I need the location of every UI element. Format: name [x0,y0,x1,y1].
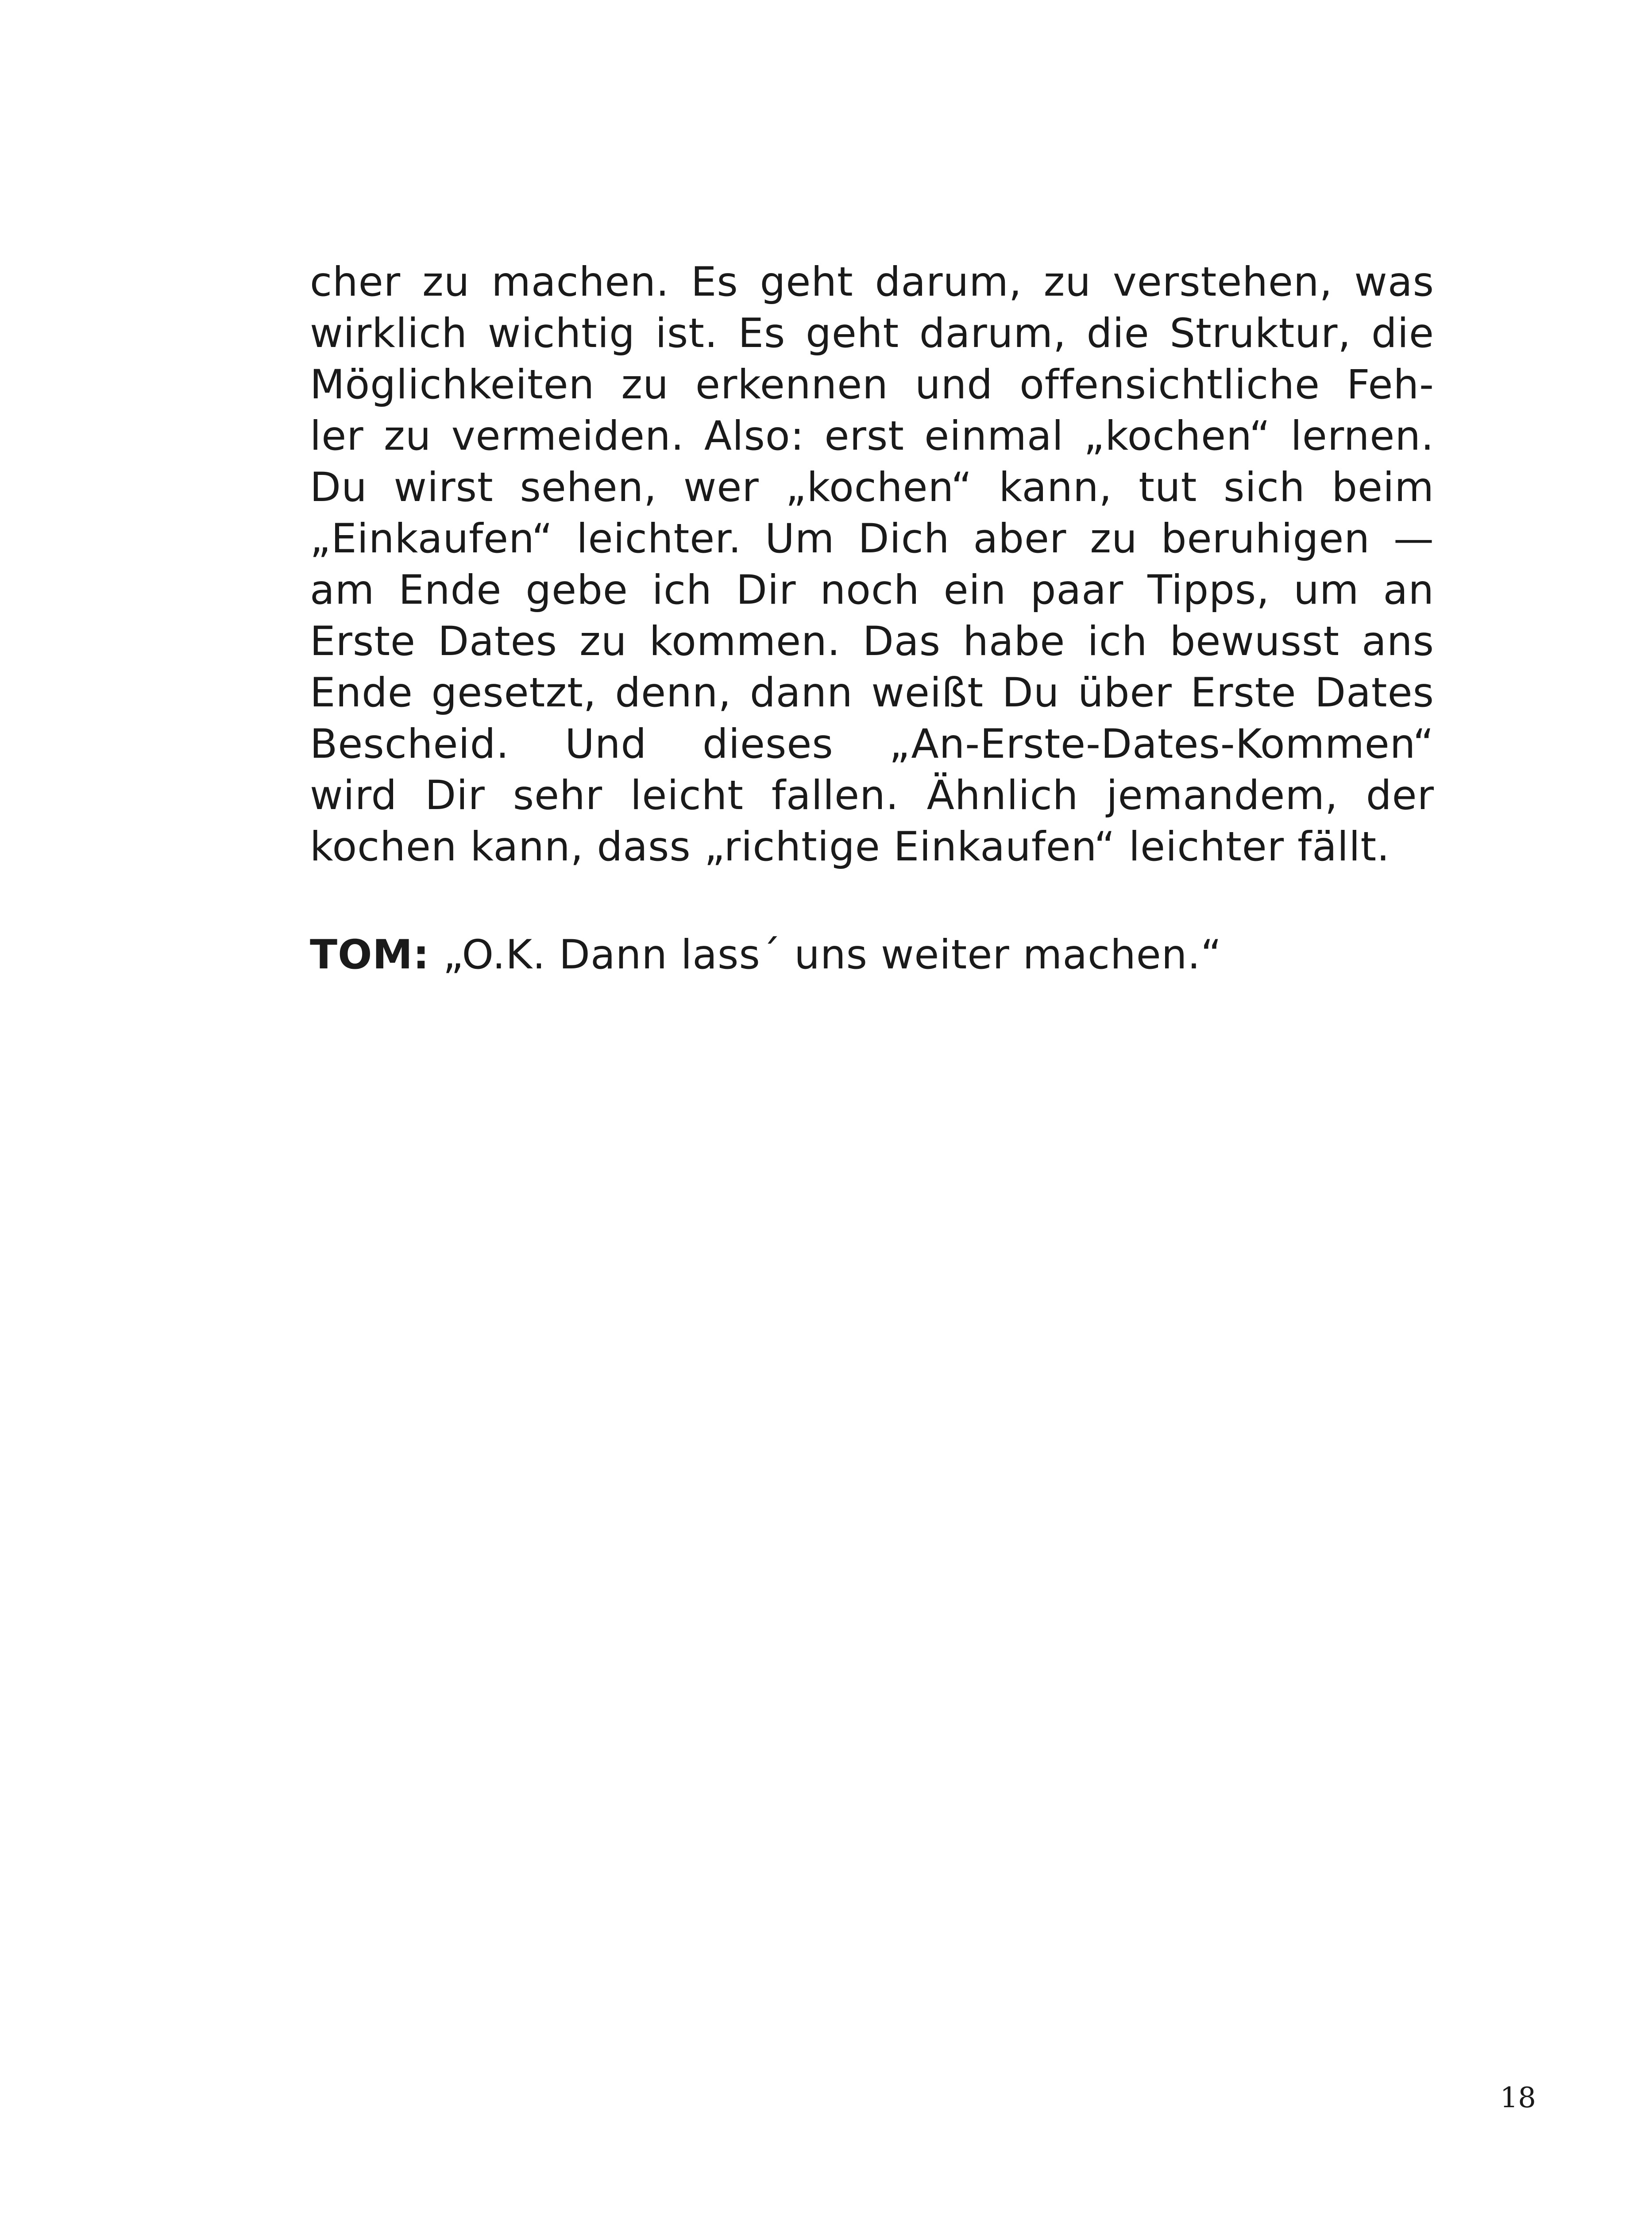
paragraph-line: wirklich wichtig ist. Es geht darum, die Struktur, die [310,310,1434,357]
paragraph-line: „Einkaufen“ leichter. Um Dich aber zu beruhigen — [310,516,1434,562]
paragraph-line: am Ende gebe ich Dir noch ein paar Tipps, um an [310,567,1434,613]
paragraph-line: Möglichkeiten zu erkennen und offensichtliche Feh- [310,362,1434,408]
paragraph-line: Bescheid. Und dieses „An-Erste-Dates-Kommen“ [310,721,1434,767]
dialogue-line [310,929,1434,981]
paragraph-line: Ende gesetzt, denn, dann weißt Du über Erste Dates [310,670,1434,716]
paragraph-line: cher zu machen. Es geht darum, zu verstehen, was [310,259,1434,305]
paragraph-line: kochen kann, dass „richtige Einkaufen“ leichter fällt. [310,824,1390,870]
paragraph [310,257,1434,873]
speaker-name: TOM: [310,932,430,978]
paragraph-line: wird Dir sehr leicht fallen. Ähnlich jemandem, der [310,772,1434,819]
page-number: 18 [1500,2082,1536,2114]
paragraph-line: Du wirst sehen, wer „kochen“ kann, tut sich beim [310,464,1434,511]
paragraph-line: ler zu vermeiden. Also: erst einmal „kochen“ lernen. [310,413,1434,459]
dialogue-text: „O.K. Dann lass´ uns weiter machen.“ [429,932,1222,978]
paragraph-line: Erste Dates zu kommen. Das habe ich bewusst ans [310,618,1434,665]
